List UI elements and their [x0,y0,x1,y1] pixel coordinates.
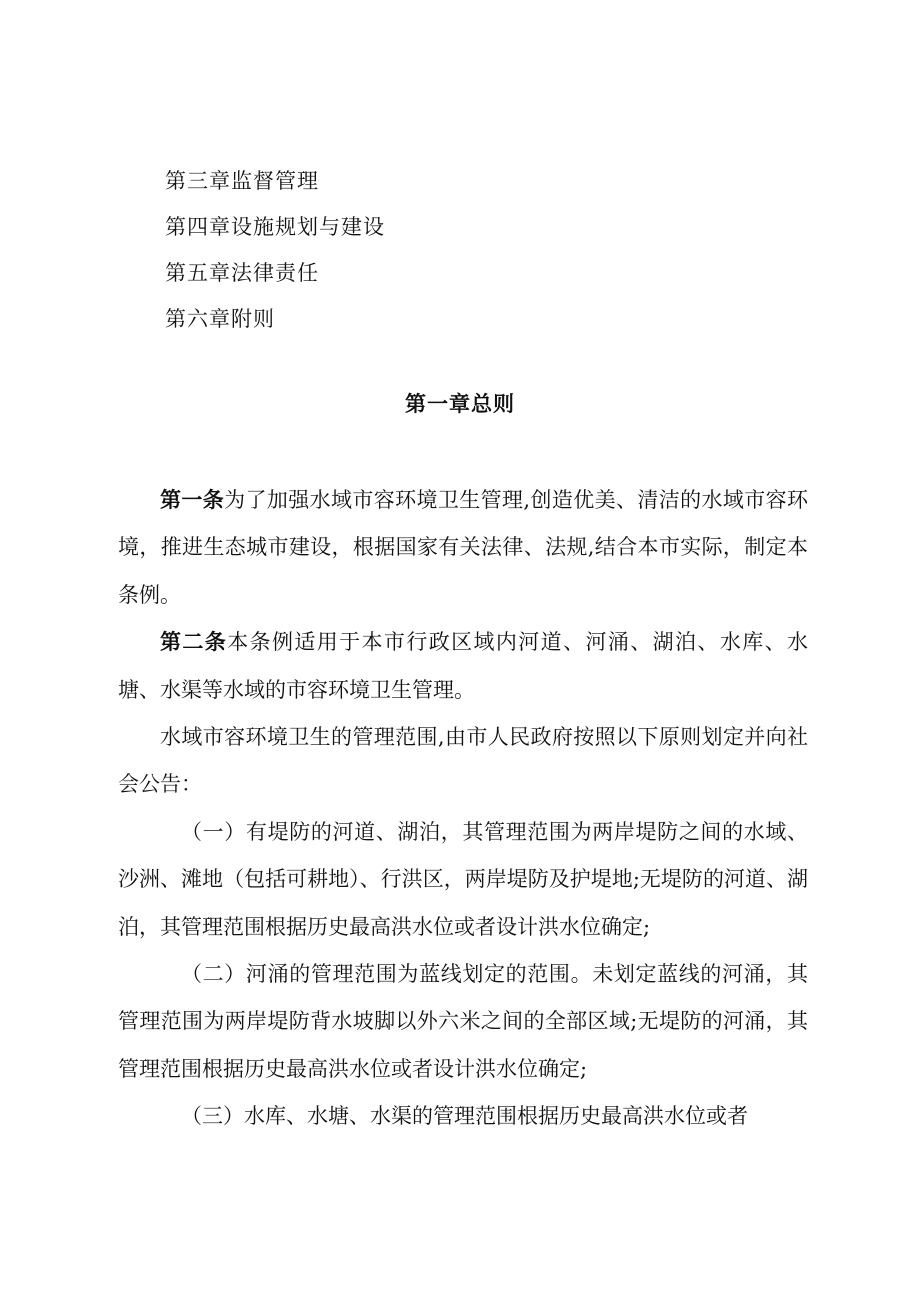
table-of-contents [165,158,665,342]
chapter-title: 第一章总则 [405,392,515,416]
scope-item-3: （三）水库、水塘、水渠的管理范围根据历史最高洪水位或者 [181,1104,748,1129]
scope-item-1: （一）有堤防的河道、湖泊，其管理范围为两岸堤防之间的水域、沙洲、滩地（包括可耕地）、行洪区，两岸堤防及护堤地;无堤防的河道、湖泊，其管理范围根据历史最高洪水位或者设计洪水位确定; [118,819,808,939]
scope-intro-paragraph: 水域市容环境卫生的管理范围,由市人民政府按照以下原则划定并向社会公告： [118,725,808,797]
article-number: 第一条 [160,488,225,512]
document-body [118,477,808,1141]
article-2 [118,619,808,714]
toc-item-chapter-3: 第三章监督管理 [165,169,319,193]
scope-item-2: （二）河涌的管理范围为蓝线划定的范围。未划定蓝线的河涌，其管理范围为两岸堤防背水坡脚以外六米之间的全部区域;无堤防的河涌，其管理范围根据历史最高洪水位或者设计洪水位确定; [118,962,808,1081]
toc-item-chapter-5: 第五章法律责任 [165,261,319,285]
article-number: 第二条 [160,630,228,655]
article-text: 为了加强水域市容环境卫生管理,创造优美、清洁的水域市容环境，推进生态城市建设，根据国家有关法律、法规,结合本市实际，制定本条例。 [118,488,808,607]
toc-item-chapter-6: 第六章附则 [165,307,275,331]
article-1 [118,477,808,619]
article-text: 本条例适用于本市行政区域内河道、河涌、湖泊、水库、水塘、水渠等水域的市容环境卫生管理。 [118,630,809,702]
toc-item-chapter-4: 第四章设施规划与建设 [165,215,385,239]
